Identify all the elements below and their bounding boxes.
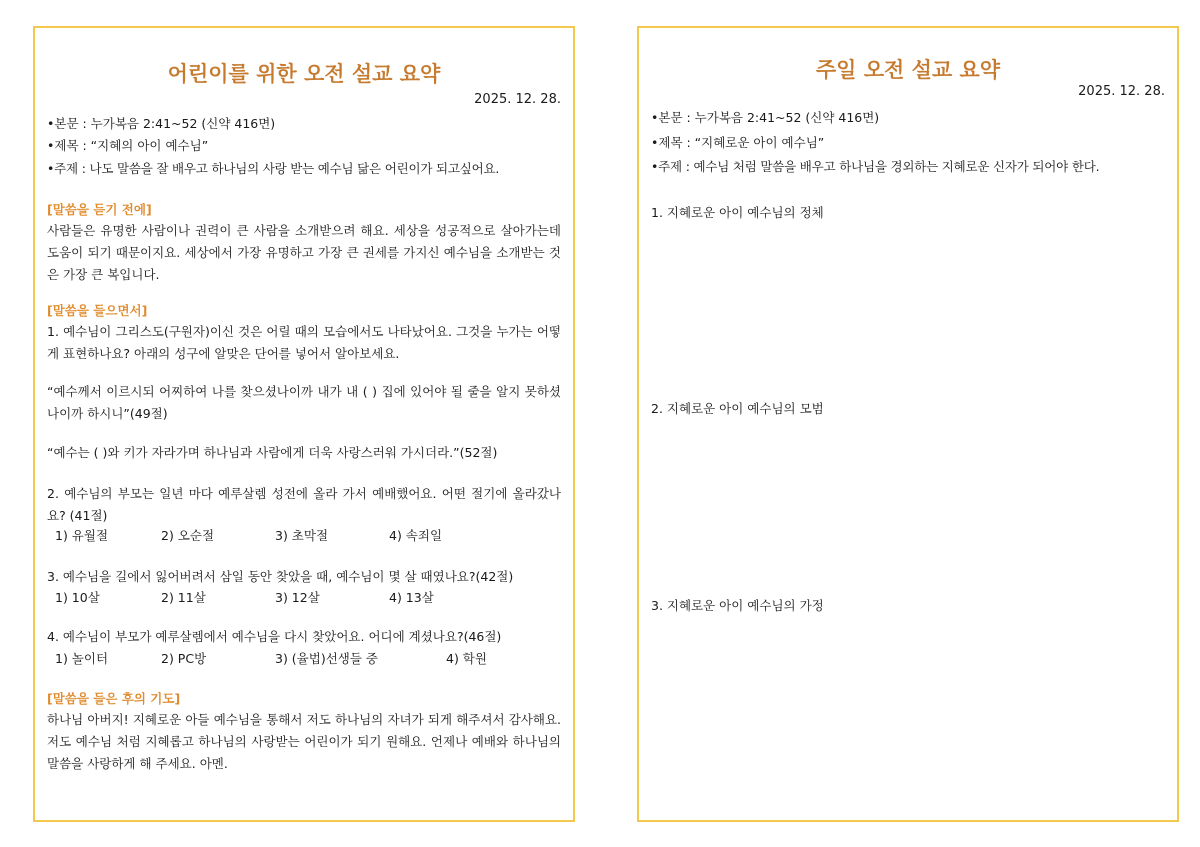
question-3: 3. 예수님을 길에서 잃어버려서 삼일 동안 찾았을 때, 예수님이 몇 살 때였나요?(42절) bbox=[47, 569, 514, 584]
option: 2) 11살 bbox=[161, 590, 206, 605]
option: 2) 오순절 bbox=[161, 528, 215, 543]
question-4: 4. 예수님이 부모가 예루살렘에서 예수님을 다시 찾았어요. 어디에 계셨나요?(46절) bbox=[47, 629, 502, 644]
option: 1) 10살 bbox=[55, 590, 100, 605]
theme: •주제 : 나도 말씀을 잘 배우고 하나님의 사랑 받는 예수님 닮은 어린이가 되고싶어요. bbox=[47, 161, 500, 176]
section-heading-during: [말씀을 들으면서] bbox=[47, 303, 148, 318]
question-1: 1. 예수님이 그리스도(구원자)이신 것은 어릴 때의 모습에서도 나타났어요. 그것을 누가는 어떻게 표현하나요? 아래의 성구에 알맞은 단어를 넣어서 알아보세요. bbox=[47, 324, 561, 361]
kids-sermon-page bbox=[33, 26, 575, 822]
section-heading-after: [말씀을 들은 후의 기도] bbox=[47, 691, 181, 706]
verse-1: “예수께서 이르시되 어찌하여 나를 찾으셨나이까 내가 내 ( ) 집에 있어야 될 줄을 알지 못하셨나이까 하시니”(49절) bbox=[47, 384, 561, 421]
option: 1) 유월절 bbox=[55, 528, 109, 543]
sermon-title: •제목 : “지혜로운 아이 예수님” bbox=[651, 135, 825, 150]
sermon-summary-page bbox=[637, 26, 1179, 822]
option: 3) 초막절 bbox=[275, 528, 329, 543]
section-heading-before: [말씀을 듣기 전에] bbox=[47, 202, 152, 217]
option: 1) 놀이터 bbox=[55, 651, 109, 666]
verse-2: “예수는 ( )와 키가 자라가며 하나님과 사람에게 더욱 사랑스러워 가시더라.”(52절) bbox=[47, 445, 498, 460]
page-title: 주일 오전 설교 요약 bbox=[815, 58, 1001, 82]
point-1: 1. 지혜로운 아이 예수님의 정체 bbox=[651, 205, 824, 220]
passage: •본문 : 누가복음 2:41~52 (신약 416면) bbox=[47, 116, 276, 131]
sermon-title: •제목 : “지혜의 아이 예수님” bbox=[47, 138, 209, 153]
point-3: 3. 지혜로운 아이 예수님의 가정 bbox=[651, 598, 824, 613]
page-title: 어린이를 위한 오전 설교 요약 bbox=[167, 62, 441, 86]
option: 2) PC방 bbox=[161, 651, 207, 666]
date: 2025. 12. 28. bbox=[1078, 84, 1165, 99]
point-2: 2. 지혜로운 아이 예수님의 모범 bbox=[651, 401, 824, 416]
date: 2025. 12. 28. bbox=[474, 92, 561, 107]
option: 4) 속죄일 bbox=[389, 528, 443, 543]
theme: •주제 : 예수님 처럼 말씀을 배우고 하나님을 경외하는 지혜로운 신자가 되어야 한다. bbox=[651, 159, 1100, 174]
section-text-after: 하나님 아버지! 지혜로운 아들 예수님을 통해서 저도 하나님의 자녀가 되게 해주셔서 감사해요. 저도 예수님 처럼 지혜롭고 하나님의 사랑받는 어린이가 되기 원해요. 언제나 예배와 하나님의 말씀을 사랑하게 해 주세요. 아멘. bbox=[47, 712, 561, 771]
passage: •본문 : 누가복음 2:41~52 (신약 416면) bbox=[651, 110, 880, 125]
section-text-before: 사람들은 유명한 사람이나 권력이 큰 사람을 소개받으려 해요. 세상을 성공적으로 살아가는데 도움이 되기 때문이지요. 세상에서 가장 유명하고 가장 큰 권세를 가지신 예수님을 소개받는 것은 가장 큰 복입니다. bbox=[47, 223, 561, 282]
option: 3) (율법)선생들 중 bbox=[275, 651, 378, 666]
question-2: 2. 예수님의 부모는 일년 마다 예루살렘 성전에 올라 가서 예배했어요. 어떤 절기에 올라갔나요? (41절) bbox=[47, 486, 561, 523]
option: 4) 학원 bbox=[446, 651, 487, 666]
option: 4) 13살 bbox=[389, 590, 434, 605]
option: 3) 12살 bbox=[275, 590, 320, 605]
